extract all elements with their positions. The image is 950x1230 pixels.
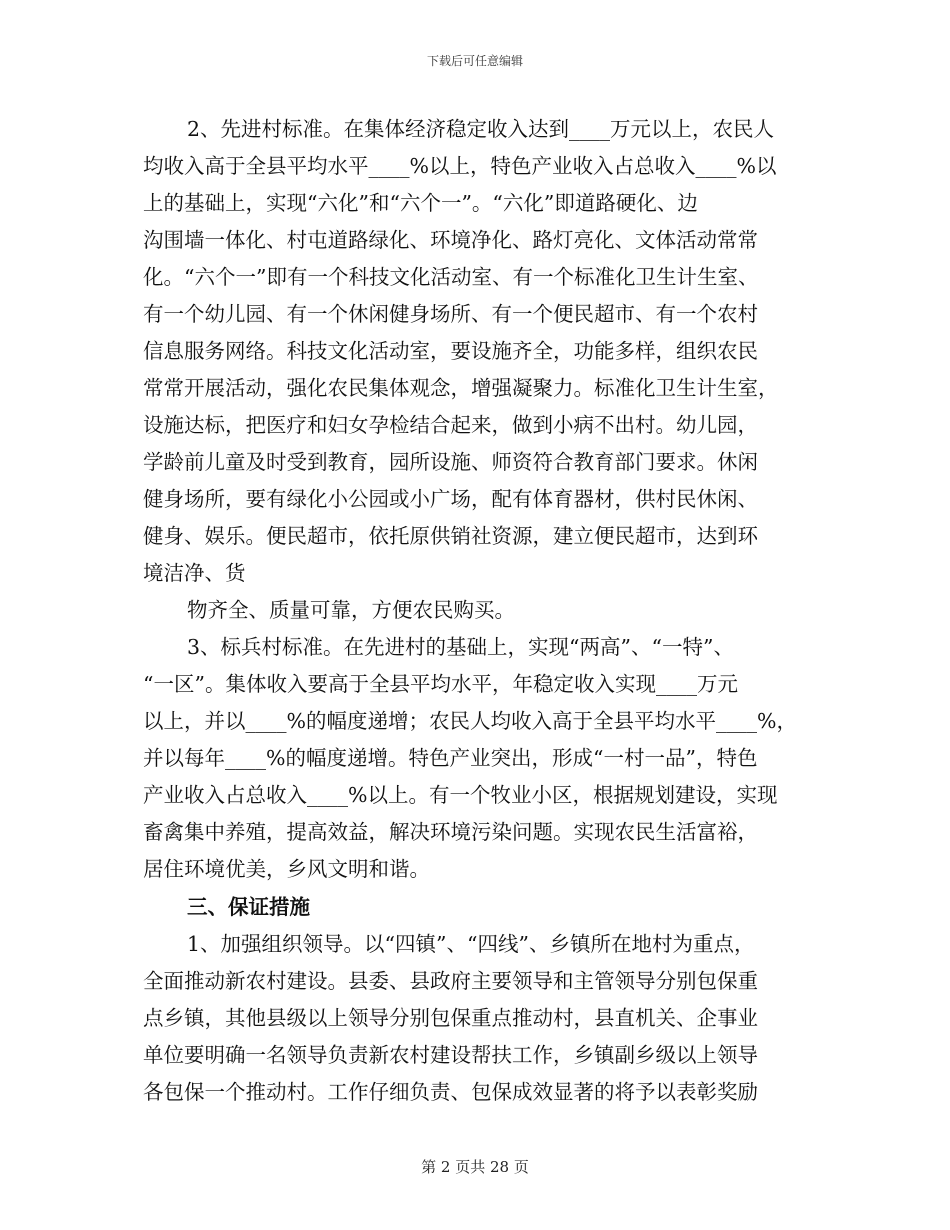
text-line: 境洁净、货: [143, 561, 246, 585]
page-header: 下载后可任意编辑: [426, 54, 523, 68]
text-line: 3、标兵村标准。在先进村的基础上，实现“两高”、“一特”、: [187, 635, 734, 659]
text-line: 以上，并以____%的幅度递增；农民人均收入高于全县平均水平____%，: [143, 709, 797, 733]
text-line: 信息服务网络。科技文化活动室，要设施齐全，功能多样，组织农民: [143, 339, 758, 363]
section-heading: 三、保证措施: [187, 895, 310, 919]
text-line: 全面推动新农村建设。县委、县政府主要领导和主管领导分别包保重: [143, 969, 758, 993]
text-line: “一区”。集体收入要高于全县平均水平，年稳定收入实现____万元: [143, 672, 738, 696]
text-line: 设施达标，把医疗和妇女孕检结合起来，做到小病不出村。幼儿园，: [143, 413, 758, 437]
page-footer: 第 2 页共 28 页: [421, 1158, 529, 1176]
text-line: 均收入高于全县平均水平____%以上，特色产业收入占总收入____%以: [143, 154, 777, 178]
text-line: 单位要明确一名领导负责新农村建设帮扶工作，乡镇副乡级以上领导: [143, 1043, 758, 1067]
text-line: 居住环境优美，乡风文明和谐。: [143, 857, 430, 881]
text-line: 常常开展活动，强化农民集体观念，增强凝聚力。标准化卫生计生室，: [143, 376, 779, 400]
text-line: 化。“六个一”即有一个科技文化活动室、有一个标准化卫生计生室、: [143, 265, 759, 289]
text-line: 健身、娱乐。便民超市，依托原供销社资源，建立便民超市，达到环: [143, 524, 758, 548]
text-line: 上的基础上，实现“六化”和“六个一”。“六化”即道路硬化、边: [143, 191, 698, 215]
text-line: 健身场所，要有绿化小公园或小广场，配有体育器材，供村民休闲、: [143, 487, 758, 511]
text-line: 畜禽集中养殖，提高效益，解决环境污染问题。实现农民生活富裕，: [143, 820, 758, 844]
text-line: 点乡镇，其他县级以上领导分别包保重点推动村，县直机关、企事业: [143, 1006, 758, 1030]
text-line: 1、加强组织领导。以“四镇”、“四线”、乡镇所在地村为重点，: [187, 932, 755, 956]
text-line: 学龄前儿童及时受到教育，园所设施、师资符合教育部门要求。休闲: [143, 450, 758, 474]
text-line: 并以每年____%的幅度递增。特色产业突出，形成“一村一品”，特色: [143, 746, 758, 770]
text-line: 沟围墙一体化、村屯道路绿化、环境净化、路灯亮化、文体活动常常: [143, 228, 758, 252]
text-line: 产业收入占总收入____%以上。有一个牧业小区，根据规划建设，实现: [143, 783, 778, 807]
text-line: 2、先进村标准。在集体经济稳定收入达到____万元以上，农民人: [187, 117, 775, 141]
text-line: 物齐全、质量可靠，方便农民购买。: [187, 598, 515, 622]
text-line: 各包保一个推动村。工作仔细负责、包保成效显著的将予以表彰奖励: [143, 1080, 758, 1104]
text-line: 有一个幼儿园、有一个休闲健身场所、有一个便民超市、有一个农村: [143, 302, 758, 326]
